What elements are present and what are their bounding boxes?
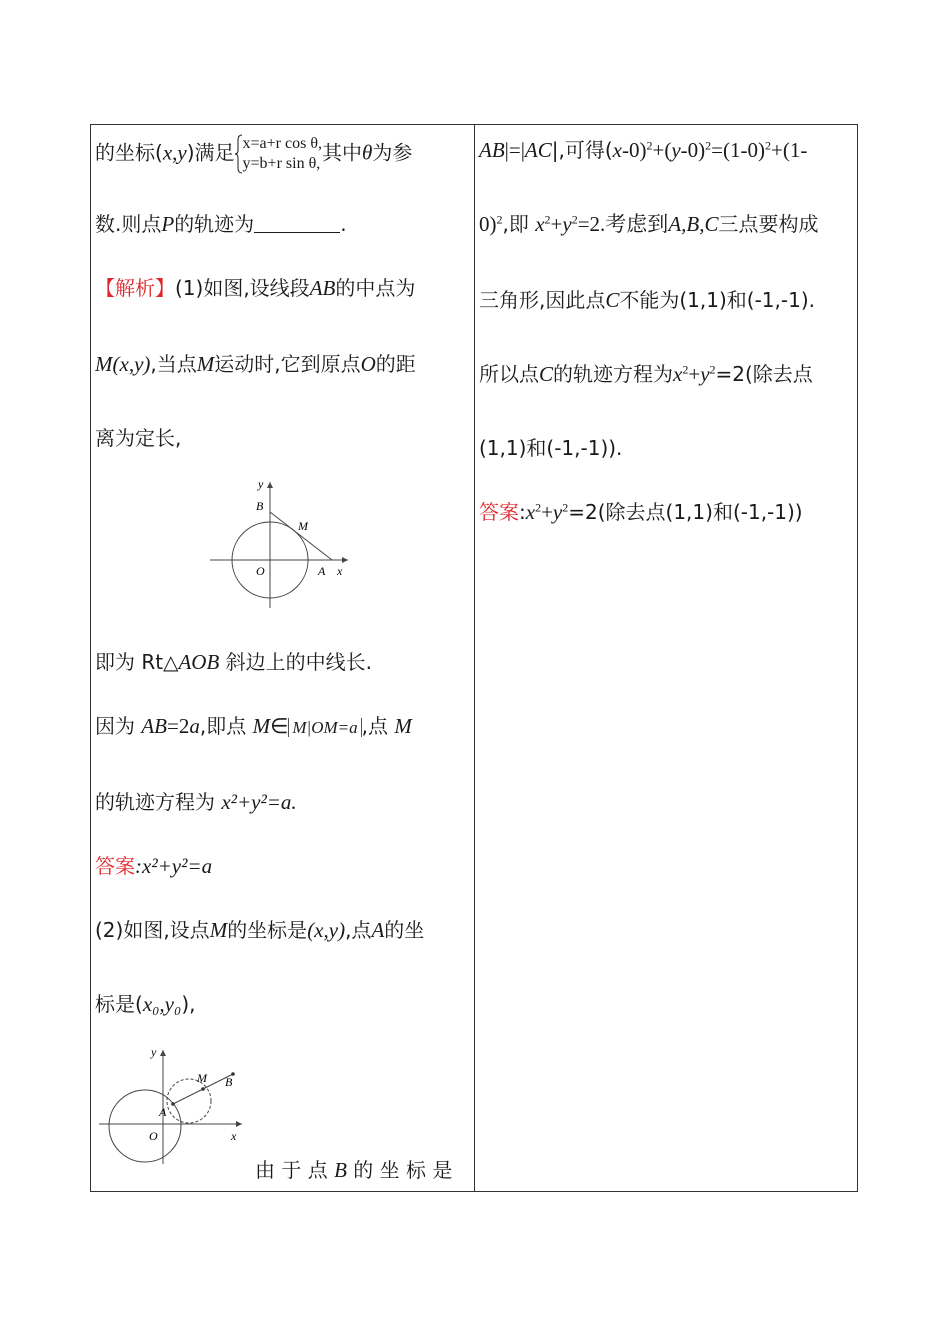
figure-1 [210,480,450,610]
parametric-system [235,134,322,174]
fig2-label-o: O [149,1129,158,1143]
left-line-11: 由 于 点 B 的 坐 标 是 [255,1158,453,1182]
set-notation: M|OM=a [288,718,361,737]
left-line-1: 的坐标(x,y)满足 x=a+r cos θ, y=b+r sin θ, 其中θ为参 [95,135,413,172]
fig2-circle [109,1090,181,1162]
column-divider [474,124,475,1192]
fig2-y-arrow [160,1050,166,1056]
left-line-5: 离为定长, [95,426,182,450]
answer-label: 答案 [479,500,519,524]
answer-label: 答案 [95,854,135,878]
left-line-2: 数.则点P的轨迹为 . [95,212,347,236]
brace-icon [235,134,243,174]
fig1-label-m: M [298,519,308,533]
fig2-label-a: A [159,1105,167,1119]
left-line-6: 即为 Rt△AOB 斜边上的中线长. [95,650,373,674]
left-line-4: M(x,y),当点M运动时,它到原点O的距 [95,352,416,376]
fig2-x-arrow [236,1121,242,1127]
param-equation-x: x=a+r cos θ, [242,135,322,152]
right-line-5: (1,1)和(-1,-1)). [479,436,623,460]
answer-blank [254,214,340,233]
fig1-label-b: B [256,499,264,513]
fig1-label-o: O [256,564,265,578]
fig2-dashed-circle [167,1079,211,1123]
fig2-point-m [201,1087,205,1091]
analysis-label: 【解析】 [95,276,175,300]
fig2-label-x: x [231,1129,237,1143]
fig2-point-a [171,1102,175,1106]
fig1-label-a: A [318,564,326,578]
figure-2 [97,1042,257,1168]
left-line-9: (2)如图,设点M的坐标是(x,y),点A的坐 [95,918,425,942]
fig1-y-arrow [267,482,273,488]
fig2-label-m: M [197,1071,207,1085]
left-line-8: 的轨迹方程为 x²+y²=a. [95,790,297,814]
left-line-3: 【解析】(1)如图,设线段AB的中点为 [95,276,416,300]
fig2-label-b: B [225,1075,233,1089]
right-answer: 答案$:x^2+y^2=2$(除去点(1,1)和(-1,-1)) [479,500,803,524]
fig1-label-y: y [258,480,264,491]
left-line-10: 标是(x₀,y₀), [95,992,196,1016]
fig2-label-y: y [151,1045,157,1059]
right-line-4: 所以点C的轨迹方程为$x^2+y^2=2$(除去点 [479,362,813,386]
left-line-7: 因为 AB=2a,即点 M∈ M|OM=a ,点 M [95,714,412,738]
fig1-label-x: x [337,564,343,578]
right-line-1: AB|=|AC|,可得$(x-0)^2+(y-0)^2=(1-0)^2+(1-$ [479,138,808,162]
right-line-2: 0)$^2$,即 $x^2+y^2=2$.考虑到A,B,C三点要构成 [479,212,819,236]
right-line-3: 三角形,因此点C不能为(1,1)和(-1,-1). [479,288,815,312]
fig1-x-arrow [342,557,348,563]
left-answer-1: 答案:x²+y²=a [95,854,213,878]
param-equation-y: y=b+r sin θ, [242,155,321,172]
